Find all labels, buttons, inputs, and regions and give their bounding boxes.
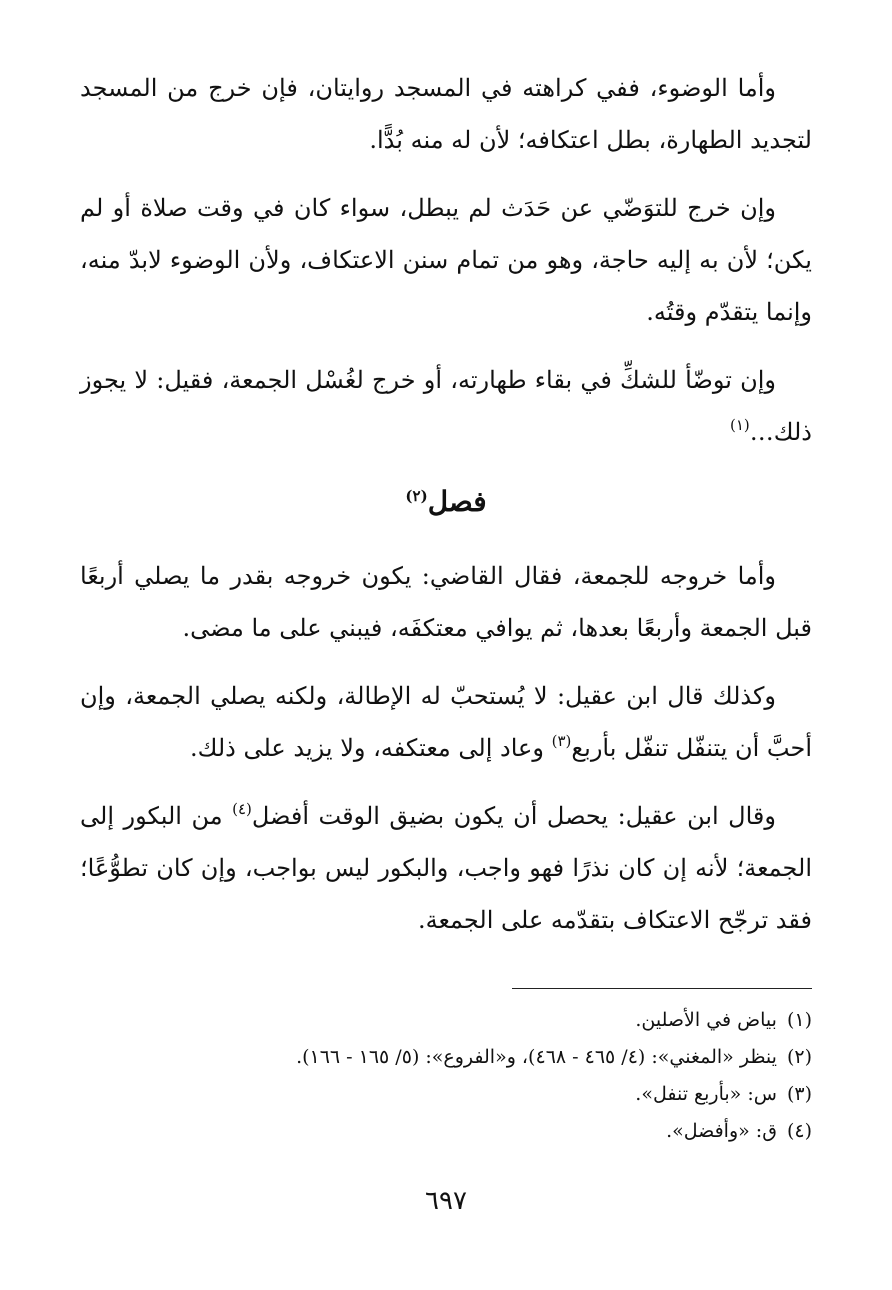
footnote-ref-4[interactable]: (٤) — [232, 800, 252, 818]
section-heading — [80, 474, 812, 530]
footnote-4 — [80, 1113, 812, 1150]
paragraph-wudu: وأما الوضوء، ففي كراهته في المسجد روايتان، فإن خرج من المسجد لتجديد الطهارة، بطل اعتكافه؛ لأن له منه بُدًّا. — [80, 74, 812, 154]
footnote-4-text: ق: «وأفضل». — [666, 1120, 777, 1142]
footnotes — [80, 1002, 812, 1150]
footnote-ref-1[interactable]: (١) — [729, 416, 750, 434]
footnote-1-number: (١) — [786, 1009, 812, 1031]
footnote-ref-3[interactable]: (٣) — [551, 732, 572, 750]
page-number: ٦٩٧ — [425, 1186, 467, 1216]
main-text — [80, 62, 812, 962]
footnote-3 — [80, 1076, 812, 1113]
paragraph-bukur-end: من البكور إلى الجمعة؛ لأنه إن كان نذرًا فهو واجب، والبكور ليس بواجب، وإن كان تطوُّعًا؛ فقد ترجّح الاعتكاف بتقدّمه على الجمعة. — [80, 802, 812, 934]
paragraph-jumuah: وأما خروجه للجمعة، فقال القاضي: يكون خروجه بقدر ما يصلي أربعًا قبل الجمعة وأربعًا بعدها، ثم يوافي معتكفَه، فيبني على ما مضى. — [80, 562, 812, 642]
paragraph-doubt — [80, 354, 812, 458]
footnote-divider — [512, 988, 812, 989]
footnote-2-number: (٢) — [786, 1046, 812, 1068]
footnote-2 — [80, 1039, 812, 1076]
paragraph-doubt-text: وإن توضّأ للشكِّ في بقاء طهارته، أو خرج لغُسْل الجمعة، فقيل: لا يجوز ذلك… — [80, 366, 812, 446]
paragraph-ibn-aqil-start: وكذلك قال ابن عقيل: لا يُستحبّ له الإطالة، ولكنه يصلي الجمعة، وإن أحبَّ أن يتنفّل تنفّل بأربع — [80, 682, 812, 762]
paragraph-hadath: وإن خرج للتوَضّي عن حَدَث لم يبطل، سواء كان في وقت صلاة أو لم يكن؛ لأن به إليه حاجة، وهو من تمام سنن الاعتكاف، ولأن الوضوء لابدّ منه، وإنما يتقدّم وقتُه. — [80, 194, 812, 326]
footnote-1 — [80, 1002, 812, 1039]
footnote-ref-2[interactable]: (٢) — [405, 487, 428, 505]
footnote-2-text: ينظر «المغني»: (٤/ ٤٦٥ - ٤٦٨)، و«الفروع»: (٥/ ١٦٥ - ١٦٦). — [296, 1046, 777, 1068]
paragraph-bukur-start: وقال ابن عقيل: يحصل أن يكون بضيق الوقت أفضل — [251, 802, 776, 830]
paragraph-bukur — [80, 790, 812, 946]
footnote-3-number: (٣) — [786, 1083, 812, 1105]
paragraph-ibn-aqil — [80, 670, 812, 774]
footnote-3-text: س: «بأربع تنفل». — [635, 1083, 777, 1105]
footnote-4-number: (٤) — [786, 1120, 812, 1142]
paragraph-ibn-aqil-end: وعاد إلى معتكفه، ولا يزيد على ذلك. — [189, 734, 552, 762]
section-heading-text: فصل — [427, 485, 487, 518]
footnote-1-text: بياض في الأصلين. — [635, 1009, 777, 1031]
